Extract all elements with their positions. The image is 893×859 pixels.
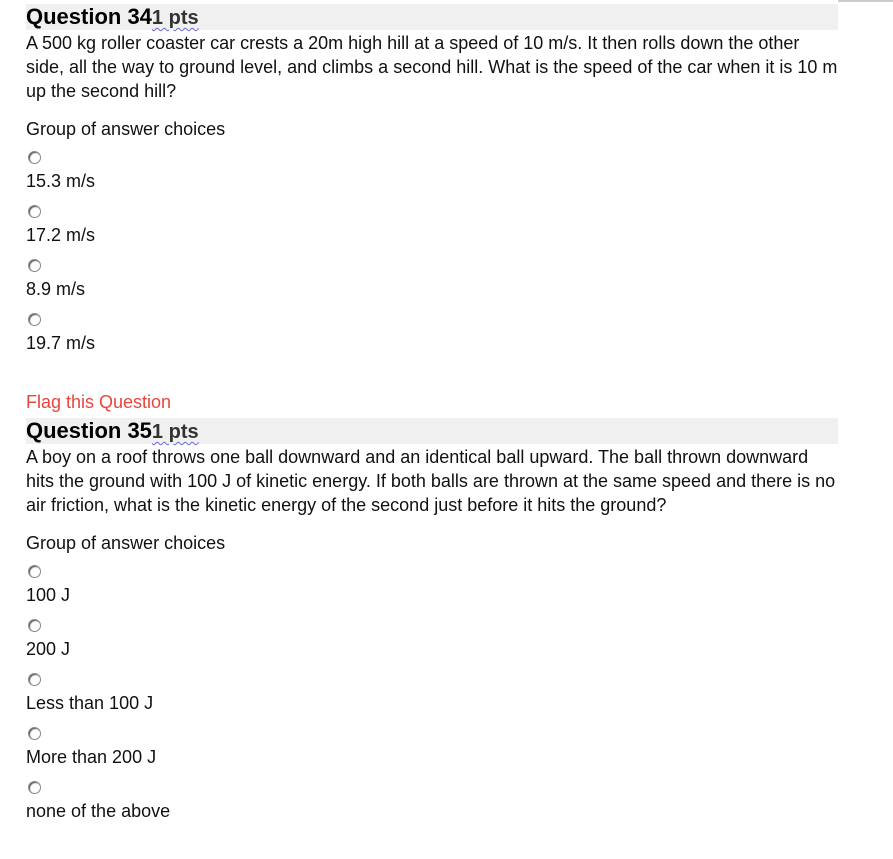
answer-choice[interactable]	[26, 771, 838, 825]
group-label: Group of answer choices	[26, 119, 226, 139]
question-34	[26, 4, 838, 357]
answer-choice[interactable]	[26, 663, 838, 717]
question-points: 1 pts	[151, 7, 199, 29]
question-35	[26, 418, 838, 825]
question-header	[26, 418, 838, 444]
answer-choice[interactable]	[26, 303, 838, 357]
radio-button[interactable]	[28, 565, 41, 578]
radio-button[interactable]	[28, 313, 41, 326]
choice-label[interactable]: More than 200 J	[26, 747, 157, 767]
choice-label[interactable]: Less than 100 J	[26, 693, 154, 713]
choice-label[interactable]: none of the above	[26, 801, 171, 821]
radio-button[interactable]	[28, 619, 41, 632]
question-text: A boy on a roof throws one ball downward and an identical ball upward. The ball thrown downward hits the ground with 100 J of kinetic energy. If both balls are thrown at the same speed and there is no air friction, what is the kinetic energy of the second just before it hits the ground?	[26, 447, 836, 515]
choice-label[interactable]: 100 J	[26, 585, 71, 605]
question-header	[26, 4, 838, 30]
question-text: A 500 kg roller coaster car crests a 20m high hill at a speed of 10 m/s. It then rolls down the other side, all the way to ground level, and climbs a second hill. What is the speed of the car when it is 10 m up the second hill?	[26, 33, 838, 101]
radio-button[interactable]	[28, 673, 41, 686]
group-label: Group of answer choices	[26, 533, 226, 553]
answer-choice[interactable]	[26, 195, 838, 249]
choice-label[interactable]: 200 J	[26, 639, 71, 659]
question-points: 1 pts	[151, 421, 199, 443]
radio-button[interactable]	[28, 259, 41, 272]
radio-button[interactable]	[28, 781, 41, 794]
answer-choice[interactable]	[26, 609, 838, 663]
radio-button[interactable]	[28, 151, 41, 164]
question-title: Question 35	[26, 418, 152, 443]
answer-choice[interactable]	[26, 555, 838, 609]
divider	[838, 0, 893, 2]
answer-choice[interactable]	[26, 249, 838, 303]
radio-button[interactable]	[28, 727, 41, 740]
choice-label[interactable]: 19.7 m/s	[26, 333, 96, 353]
choice-label[interactable]: 17.2 m/s	[26, 225, 96, 245]
choice-label[interactable]: 15.3 m/s	[26, 171, 96, 191]
flag-question-link[interactable]: Flag this Question	[26, 392, 172, 412]
choice-label[interactable]: 8.9 m/s	[26, 279, 86, 299]
answer-choice[interactable]	[26, 717, 838, 771]
question-title: Question 34	[26, 4, 152, 29]
answer-choice[interactable]	[26, 141, 838, 195]
radio-button[interactable]	[28, 205, 41, 218]
